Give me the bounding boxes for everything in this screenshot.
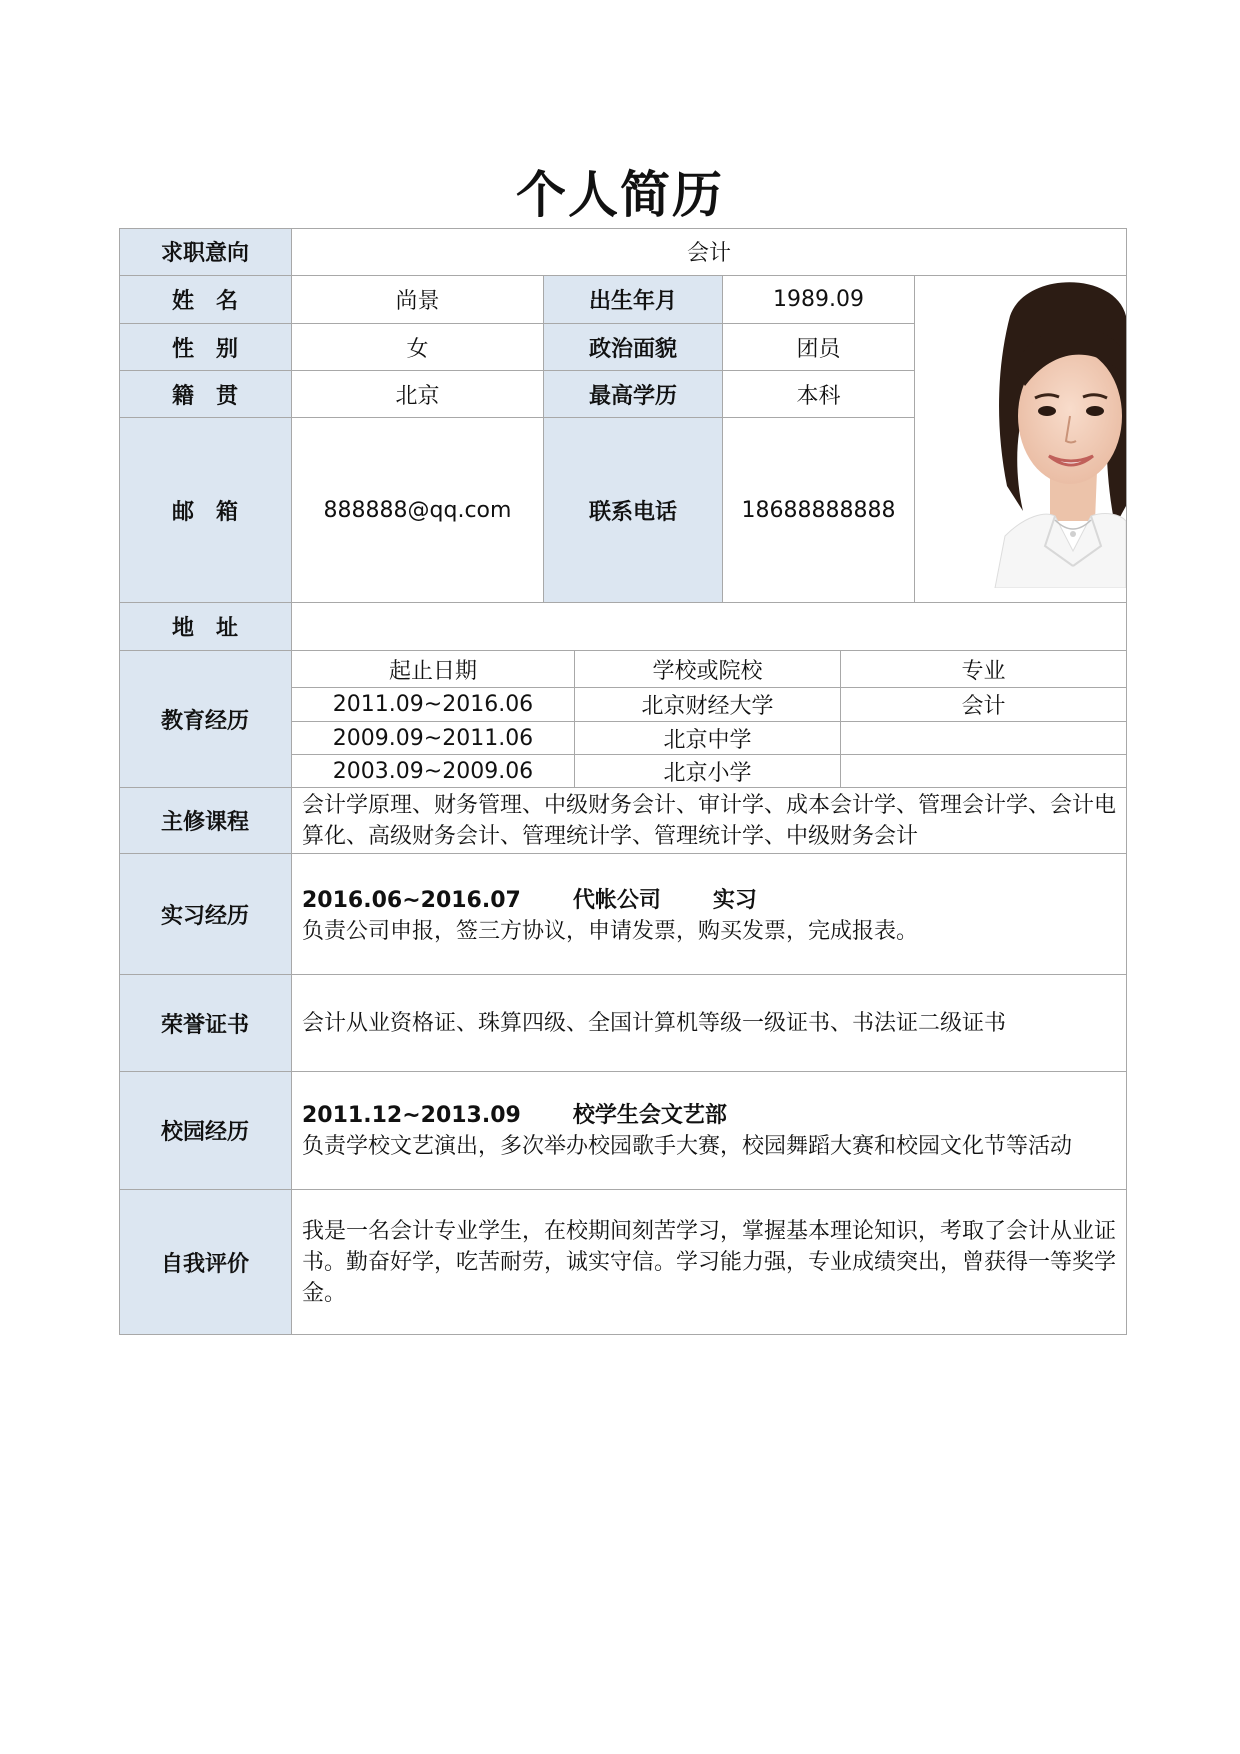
address-label: 地 址 [119, 603, 292, 651]
education-header-period: 起止日期 [292, 651, 575, 688]
honors-text: 会计从业资格证、珠算四级、全国计算机等级一级证书、书法证二级证书 [302, 1010, 1007, 1036]
honors-value [292, 975, 1127, 1072]
internship-company: 代帐公司 [572, 888, 661, 913]
internship-period: 2016.06~2016.07 [302, 888, 521, 913]
campus-value [292, 1072, 1127, 1190]
honors-label: 荣誉证书 [119, 975, 292, 1072]
internship-value [292, 854, 1127, 975]
email-value: 888888@qq.com [292, 418, 544, 603]
origin-label: 籍 贯 [119, 371, 292, 418]
phone-value: 18688888888 [723, 418, 915, 603]
internship-role: 实习 [712, 888, 757, 913]
job-intent-label: 求职意向 [119, 228, 292, 276]
campus-label: 校园经历 [119, 1072, 292, 1190]
internship-desc: 负责公司申报，签三方协议，申请发票，购买发票，完成报表。 [302, 919, 919, 944]
education-header-school: 学校或院校 [575, 651, 841, 688]
courses-value [292, 788, 1127, 854]
courses-text: 会计学原理、财务管理、中级财务会计、审计学、成本会计学、管理会计学、会计电算化、高级财务会计、管理统计学、管理统计学、中级财务会计 [302, 793, 1117, 849]
campus-org: 校学生会文艺部 [572, 1103, 727, 1128]
education-row-major [841, 755, 1127, 788]
phone-label: 联系电话 [544, 418, 723, 603]
education-row-period: 2009.09~2011.06 [292, 722, 575, 755]
gender-label: 性 别 [119, 324, 292, 371]
campus-desc: 负责学校文艺演出，多次举办校园歌手大赛，校园舞蹈大赛和校园文化节等活动 [302, 1134, 1073, 1159]
name-value: 尚景 [292, 276, 544, 324]
education-row-major [841, 722, 1127, 755]
education-row-major: 会计 [841, 688, 1127, 722]
self-eval-text: 我是一名会计专业学生，在校期间刻苦学习，掌握基本理论知识，考取了会计从业证书。勤奋好学，吃苦耐劳，诚实守信。学习能力强，专业成绩突出，曾获得一等奖学金。 [302, 1218, 1117, 1306]
degree-label: 最高学历 [544, 371, 723, 418]
education-header-major: 专业 [841, 651, 1127, 688]
job-intent-value: 会计 [292, 228, 1127, 276]
origin-value: 北京 [292, 371, 544, 418]
education-row-period: 2011.09~2016.06 [292, 688, 575, 722]
self-eval-label: 自我评价 [119, 1190, 292, 1335]
courses-label: 主修课程 [119, 788, 292, 854]
education-row-school: 北京财经大学 [575, 688, 841, 722]
education-label: 教育经历 [119, 651, 292, 788]
birth-label: 出生年月 [544, 276, 723, 324]
gender-value: 女 [292, 324, 544, 371]
degree-value: 本科 [723, 371, 915, 418]
birth-value: 1989.09 [723, 276, 915, 324]
self-eval-value [292, 1190, 1127, 1335]
political-value: 团员 [723, 324, 915, 371]
email-label: 邮 箱 [119, 418, 292, 603]
education-row-school: 北京小学 [575, 755, 841, 788]
profile-photo [915, 276, 1126, 588]
page-title: 个人简历 [516, 166, 724, 224]
internship-label: 实习经历 [119, 854, 292, 975]
education-row-school: 北京中学 [575, 722, 841, 755]
political-label: 政治面貌 [544, 324, 723, 371]
campus-period: 2011.12~2013.09 [302, 1103, 521, 1128]
address-value [292, 603, 1127, 651]
education-row-period: 2003.09~2009.06 [292, 755, 575, 788]
name-label: 姓 名 [119, 276, 292, 324]
